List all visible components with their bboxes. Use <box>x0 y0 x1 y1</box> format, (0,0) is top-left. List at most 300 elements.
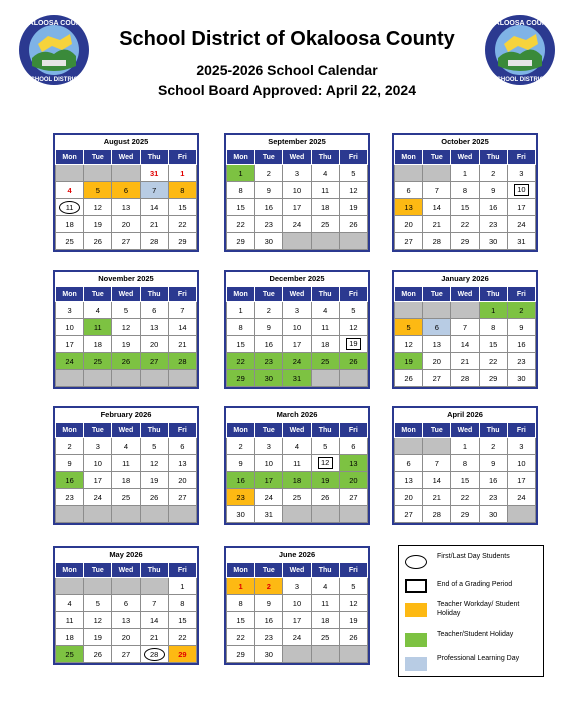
day-cell: 11 <box>112 455 140 472</box>
day-cell: 26 <box>339 353 367 370</box>
week-row <box>395 233 536 250</box>
week-row <box>56 489 197 506</box>
day-cell: 9 <box>255 595 283 612</box>
day-cell: 21 <box>451 353 479 370</box>
day-cell: 25 <box>56 646 84 663</box>
week-row <box>395 455 536 472</box>
day-cell: 23 <box>227 489 255 506</box>
weekday-header: Tue <box>423 150 451 165</box>
week-row <box>56 455 197 472</box>
week-row <box>395 216 536 233</box>
week-row <box>56 595 197 612</box>
seal-text-top: OKALOOSA COUNTY <box>18 20 90 27</box>
seal-text-bottom: SCHOOL DISTRICT <box>26 77 82 83</box>
week-row <box>395 506 536 523</box>
weekday-header: Thu <box>311 287 339 302</box>
day-cell: 2 <box>479 165 507 182</box>
day-cell: 12 <box>84 199 112 216</box>
blank-day-cell <box>339 233 367 250</box>
month-title: April 2026 <box>447 410 483 419</box>
blank-day-cell <box>451 302 479 319</box>
day-cell: 20 <box>395 489 423 506</box>
blank-day-cell <box>56 506 84 523</box>
weekday-header: Fri <box>168 150 196 165</box>
day-cell: 15 <box>479 336 507 353</box>
day-cell: 28 <box>423 233 451 250</box>
day-cell: 19 <box>395 353 423 370</box>
month-calendar <box>224 546 370 665</box>
month-table <box>394 149 536 250</box>
day-cell: 29 <box>451 233 479 250</box>
week-row <box>56 612 197 629</box>
weekday-header: Tue <box>423 423 451 438</box>
weekday-header: Fri <box>339 150 367 165</box>
day-cell: 18 <box>84 336 112 353</box>
day-cell: 26 <box>339 629 367 646</box>
day-cell: 9 <box>479 455 507 472</box>
blank-day-cell <box>339 506 367 523</box>
day-cell: 27 <box>395 506 423 523</box>
blank-day-cell <box>395 302 423 319</box>
day-cell: 17 <box>283 336 311 353</box>
day-cell: 18 <box>112 472 140 489</box>
day-cell: 21 <box>140 629 168 646</box>
month-calendar <box>53 270 199 389</box>
legend-box-icon <box>405 579 427 593</box>
legend-label: Teacher Workday/ Student Holiday <box>437 601 520 617</box>
day-cell: 20 <box>395 216 423 233</box>
day-cell <box>339 336 367 353</box>
day-cell: 6 <box>168 438 196 455</box>
day-cell: 13 <box>395 199 423 216</box>
weekday-header: Thu <box>140 563 168 578</box>
month-calendar <box>392 406 538 525</box>
day-cell: 26 <box>395 370 423 387</box>
day-cell: 3 <box>283 302 311 319</box>
month-title: May 2026 <box>109 550 143 559</box>
month-calendar <box>392 270 538 389</box>
day-cell: 12 <box>112 319 140 336</box>
day-cell: 30 <box>255 233 283 250</box>
weekday-header: Tue <box>84 423 112 438</box>
day-cell: 9 <box>479 182 507 199</box>
day-cell: 31 <box>140 165 168 182</box>
day-cell: 17 <box>507 472 535 489</box>
month-calendar <box>224 406 370 525</box>
day-cell: 9 <box>507 319 535 336</box>
day-cell: 11 <box>84 319 112 336</box>
day-cell: 22 <box>227 629 255 646</box>
day-cell: 2 <box>255 578 283 595</box>
day-cell: 4 <box>56 595 84 612</box>
blank-day-cell <box>283 646 311 663</box>
legend-label: Professional Learning Day <box>437 655 520 662</box>
weekday-header: Fri <box>507 150 535 165</box>
week-row <box>227 595 368 612</box>
weekday-header: Wed <box>112 423 140 438</box>
day-cell <box>56 199 84 216</box>
legend-yellow-swatch <box>405 603 427 617</box>
day-cell: 2 <box>479 438 507 455</box>
day-cell: 9 <box>227 455 255 472</box>
weekday-header: Thu <box>311 563 339 578</box>
week-row <box>56 646 197 663</box>
blank-day-cell <box>112 165 140 182</box>
day-cell: 5 <box>84 595 112 612</box>
day-cell: 25 <box>311 216 339 233</box>
day-cell <box>140 646 168 663</box>
calendar-subtitle: 2025-2026 School Calendar <box>196 62 378 78</box>
day-cell: 8 <box>451 182 479 199</box>
day-cell: 6 <box>395 182 423 199</box>
month-calendar <box>224 133 370 252</box>
day-cell: 13 <box>140 319 168 336</box>
blank-day-cell <box>112 506 140 523</box>
day-cell: 23 <box>479 216 507 233</box>
blank-day-cell <box>395 165 423 182</box>
day-cell: 12 <box>84 612 112 629</box>
day-cell: 7 <box>140 182 168 199</box>
weekday-header: Fri <box>168 287 196 302</box>
day-cell: 23 <box>56 489 84 506</box>
day-cell: 2 <box>56 438 84 455</box>
day-cell: 21 <box>168 336 196 353</box>
day-cell: 25 <box>311 629 339 646</box>
day-cell: 23 <box>507 353 535 370</box>
week-row <box>56 233 197 250</box>
week-row <box>395 302 536 319</box>
day-cell: 25 <box>112 489 140 506</box>
day-cell: 2 <box>255 302 283 319</box>
day-cell: 4 <box>311 578 339 595</box>
day-cell: 6 <box>112 595 140 612</box>
day-cell: 26 <box>112 353 140 370</box>
day-cell: 22 <box>451 489 479 506</box>
day-cell: 22 <box>227 353 255 370</box>
week-row <box>56 370 197 387</box>
weekday-header: Thu <box>140 423 168 438</box>
weekday-header: Thu <box>311 423 339 438</box>
day-cell: 29 <box>227 646 255 663</box>
weekday-header: Mon <box>227 563 255 578</box>
month-title: August 2025 <box>103 137 149 146</box>
day-cell: 10 <box>283 182 311 199</box>
day-cell: 11 <box>311 595 339 612</box>
day-cell: 13 <box>423 336 451 353</box>
month-title: November 2025 <box>98 274 154 283</box>
legend-label: End of a Grading Period <box>437 581 513 588</box>
legend-item-teacher-workday <box>405 600 541 622</box>
day-cell: 3 <box>84 438 112 455</box>
month-calendar <box>392 133 538 252</box>
day-cell: 2 <box>255 165 283 182</box>
day-cell: 8 <box>227 319 255 336</box>
month-title: January 2026 <box>441 274 489 283</box>
page-title: School District of Okaloosa County <box>119 28 455 50</box>
week-row <box>56 578 197 595</box>
day-cell: 15 <box>227 199 255 216</box>
day-cell: 27 <box>112 646 140 663</box>
weekday-header: Fri <box>339 423 367 438</box>
day-cell: 14 <box>140 199 168 216</box>
weekday-header: Fri <box>168 563 196 578</box>
day-cell: 27 <box>168 489 196 506</box>
week-row <box>56 182 197 199</box>
day-cell: 13 <box>395 472 423 489</box>
weekday-header: Fri <box>168 423 196 438</box>
day-cell: 30 <box>255 646 283 663</box>
day-cell: 21 <box>140 216 168 233</box>
weekday-header: Thu <box>479 150 507 165</box>
day-cell: 24 <box>507 489 535 506</box>
weekday-header: Mon <box>227 150 255 165</box>
day-cell: 7 <box>168 302 196 319</box>
week-row <box>56 353 197 370</box>
day-cell: 28 <box>140 233 168 250</box>
day-cell: 25 <box>283 489 311 506</box>
first-last-day-marker: 11 <box>59 201 80 214</box>
day-cell: 10 <box>283 595 311 612</box>
day-cell: 23 <box>255 216 283 233</box>
week-row <box>227 353 368 370</box>
day-cell: 1 <box>451 165 479 182</box>
day-cell: 18 <box>56 629 84 646</box>
weekday-header: Mon <box>56 423 84 438</box>
day-cell: 19 <box>84 216 112 233</box>
day-cell: 7 <box>423 455 451 472</box>
week-row <box>227 438 368 455</box>
weekday-header: Wed <box>112 287 140 302</box>
blank-day-cell <box>339 370 367 387</box>
day-cell: 4 <box>84 302 112 319</box>
day-cell: 5 <box>140 438 168 455</box>
month-table <box>394 286 536 387</box>
legend-item-first-last-day <box>405 552 541 574</box>
day-cell: 30 <box>507 370 535 387</box>
day-cell: 20 <box>112 216 140 233</box>
weekday-header: Thu <box>140 150 168 165</box>
day-cell: 8 <box>451 455 479 472</box>
day-cell: 24 <box>84 489 112 506</box>
day-cell: 26 <box>84 233 112 250</box>
day-cell: 10 <box>84 455 112 472</box>
day-cell: 18 <box>311 336 339 353</box>
blank-day-cell <box>140 370 168 387</box>
day-cell: 22 <box>168 216 196 233</box>
blank-day-cell <box>507 506 535 523</box>
day-cell: 5 <box>112 302 140 319</box>
day-cell: 5 <box>339 302 367 319</box>
day-cell: 29 <box>168 646 196 663</box>
day-cell: 10 <box>283 319 311 336</box>
day-cell: 8 <box>168 595 196 612</box>
day-cell: 21 <box>423 216 451 233</box>
grading-period-marker: 19 <box>346 338 361 350</box>
day-cell: 20 <box>339 472 367 489</box>
week-row <box>395 165 536 182</box>
day-cell: 9 <box>255 182 283 199</box>
grading-period-marker: 12 <box>318 457 333 469</box>
day-cell: 23 <box>255 629 283 646</box>
week-row <box>227 612 368 629</box>
blank-day-cell <box>423 165 451 182</box>
month-calendar <box>224 270 370 389</box>
day-cell: 14 <box>140 612 168 629</box>
blank-day-cell <box>423 302 451 319</box>
day-cell: 5 <box>339 578 367 595</box>
month-table <box>55 286 197 387</box>
day-cell: 20 <box>140 336 168 353</box>
week-row <box>56 629 197 646</box>
day-cell: 12 <box>395 336 423 353</box>
month-calendar <box>53 546 199 665</box>
day-cell: 23 <box>479 489 507 506</box>
legend-oval-icon <box>405 555 427 569</box>
day-cell: 20 <box>112 629 140 646</box>
legend-label: First/Last Day Students <box>437 553 510 560</box>
day-cell: 1 <box>168 165 196 182</box>
day-cell: 10 <box>56 319 84 336</box>
month-title: February 2026 <box>100 410 152 419</box>
day-cell: 3 <box>507 165 535 182</box>
day-cell: 6 <box>339 438 367 455</box>
day-cell: 13 <box>339 455 367 472</box>
day-cell: 3 <box>507 438 535 455</box>
day-cell: 12 <box>339 595 367 612</box>
day-cell: 3 <box>56 302 84 319</box>
month-table <box>55 149 197 250</box>
week-row <box>56 336 197 353</box>
month-table <box>55 562 197 663</box>
day-cell: 1 <box>227 578 255 595</box>
blank-day-cell <box>140 506 168 523</box>
blank-day-cell <box>56 370 84 387</box>
day-cell: 30 <box>479 233 507 250</box>
weekday-header: Tue <box>255 563 283 578</box>
day-cell: 14 <box>423 199 451 216</box>
day-cell: 14 <box>168 319 196 336</box>
weekday-header: Wed <box>112 563 140 578</box>
day-cell: 7 <box>451 319 479 336</box>
week-row <box>227 455 368 472</box>
weekday-header: Tue <box>84 150 112 165</box>
day-cell: 1 <box>479 302 507 319</box>
blank-day-cell <box>84 578 112 595</box>
first-last-day-marker: 28 <box>144 648 165 661</box>
day-cell: 18 <box>311 612 339 629</box>
blank-day-cell <box>283 506 311 523</box>
week-row <box>56 165 197 182</box>
day-cell: 19 <box>339 612 367 629</box>
day-cell: 5 <box>311 438 339 455</box>
weekday-header: Mon <box>227 287 255 302</box>
week-row <box>227 578 368 595</box>
day-cell: 14 <box>423 472 451 489</box>
blank-day-cell <box>140 578 168 595</box>
day-cell: 31 <box>507 233 535 250</box>
blank-day-cell <box>395 438 423 455</box>
week-row <box>395 336 536 353</box>
legend-label: Teacher/Student Holiday <box>437 631 514 638</box>
blank-day-cell <box>283 233 311 250</box>
day-cell: 16 <box>255 336 283 353</box>
day-cell: 15 <box>227 612 255 629</box>
blank-day-cell <box>112 370 140 387</box>
day-cell: 16 <box>479 472 507 489</box>
grading-period-marker: 10 <box>514 184 529 196</box>
month-table <box>394 422 536 523</box>
weekday-header: Tue <box>255 287 283 302</box>
weekday-header: Fri <box>507 287 535 302</box>
month-title: October 2025 <box>441 137 489 146</box>
day-cell: 29 <box>479 370 507 387</box>
day-cell: 16 <box>507 336 535 353</box>
day-cell: 4 <box>283 438 311 455</box>
day-cell: 15 <box>451 199 479 216</box>
weekday-header: Thu <box>479 287 507 302</box>
day-cell: 16 <box>255 199 283 216</box>
day-cell: 13 <box>112 199 140 216</box>
weekday-header: Wed <box>451 150 479 165</box>
weekday-header: Tue <box>423 287 451 302</box>
day-cell: 20 <box>423 353 451 370</box>
week-row <box>227 216 368 233</box>
day-cell: 16 <box>255 612 283 629</box>
day-cell: 27 <box>423 370 451 387</box>
day-cell: 25 <box>84 353 112 370</box>
day-cell: 30 <box>479 506 507 523</box>
seal-text-bottom: SCHOOL DISTRICT <box>492 77 548 83</box>
day-cell: 24 <box>283 353 311 370</box>
day-cell: 6 <box>423 319 451 336</box>
legend-item-professional-learning <box>405 654 541 676</box>
day-cell: 3 <box>283 165 311 182</box>
day-cell: 19 <box>140 472 168 489</box>
weekday-header: Mon <box>395 287 423 302</box>
day-cell: 17 <box>56 336 84 353</box>
day-cell: 26 <box>140 489 168 506</box>
day-cell: 13 <box>168 455 196 472</box>
week-row <box>227 199 368 216</box>
day-cell: 30 <box>227 506 255 523</box>
week-row <box>395 438 536 455</box>
day-cell: 2 <box>227 438 255 455</box>
weekday-header: Wed <box>451 287 479 302</box>
weekday-header: Mon <box>395 150 423 165</box>
day-cell: 11 <box>56 612 84 629</box>
week-row <box>395 489 536 506</box>
week-row <box>395 353 536 370</box>
day-cell: 10 <box>255 455 283 472</box>
month-title: December 2025 <box>269 274 325 283</box>
blank-day-cell <box>339 646 367 663</box>
day-cell: 12 <box>339 319 367 336</box>
month-title: June 2026 <box>278 550 316 559</box>
week-row <box>227 182 368 199</box>
weekday-header: Wed <box>112 150 140 165</box>
day-cell: 8 <box>479 319 507 336</box>
weekday-header: Wed <box>451 423 479 438</box>
week-row <box>395 370 536 387</box>
weekday-header: Mon <box>395 423 423 438</box>
approval-line: School Board Approved: April 22, 2024 <box>157 82 417 98</box>
week-row <box>56 472 197 489</box>
day-cell: 28 <box>423 506 451 523</box>
day-cell: 24 <box>283 216 311 233</box>
day-cell: 29 <box>168 233 196 250</box>
weekday-header: Fri <box>339 563 367 578</box>
day-cell: 5 <box>395 319 423 336</box>
